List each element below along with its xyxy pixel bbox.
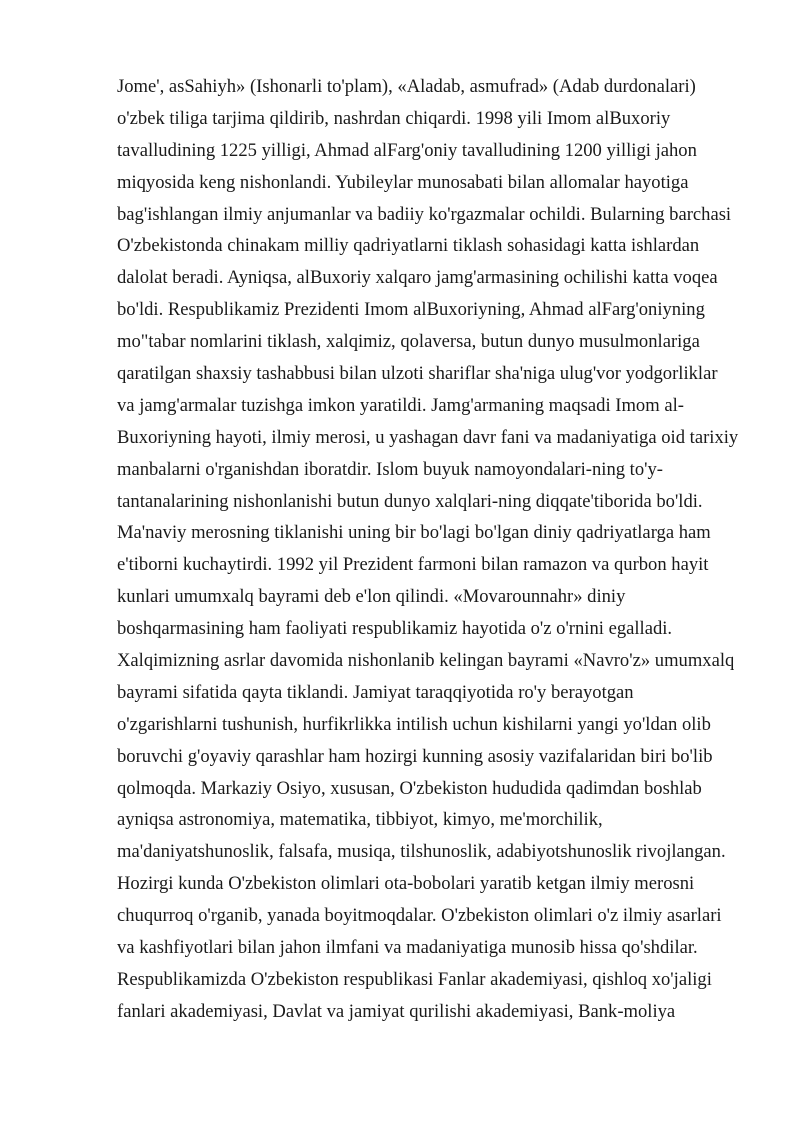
text-line: tavalludining 1225 yilligi, Ahmad alFarg'oniy tavalludining 1200 yilligi jahon [117,139,697,161]
text-line: qaratilgan shaxsiy tashabbusi bilan ulzoti shariflar sha'niga ulug'vor yodgorliklar [117,363,718,385]
text-line: boshqarmasining ham faoliyati respublikamiz hayotida o'z o'rnini egalladi. [117,618,673,640]
text-line: chuqurroq o'rganib, yanada boyitmoqdalar. O'zbekiston olimlari o'z ilmiy asarlari [117,905,722,927]
text-line: bayrami sifatida qayta tiklandi. Jamiyat taraqqiyotida ro'y berayotgan [117,681,634,703]
text-line: miqyosida keng nishonlandi. Yubileylar munosabati bilan allomalar hayotiga [117,171,689,193]
text-line: mo"tabar nomlarini tiklash, xalqimiz, qolaversa, butun dunyo musulmonlariga [117,331,700,353]
text-line: dalolat beradi. Ayniqsa, alBuxoriy xalqaro jamg'armasining ochilishi katta voqea [117,267,718,289]
text-line: qolmoqda. Markaziy Osiyo, xususan, O'zbekiston hududida qadimdan boshlab [117,777,702,799]
text-line: Hozirgi kunda O'zbekiston olimlari ota-bobolari yaratib ketgan ilmiy merosni [117,873,695,895]
text-line: boruvchi g'oyaviy qarashlar ham hozirgi kunning asosiy vazifalaridan biri bo'lib [117,745,713,767]
text-line: Buxoriyning hayoti, ilmiy merosi, u yashagan davr fani va madaniyatiga oid tarixiy [117,426,739,448]
text-line: manbalarni o'rganishdan iboratdir. Islom buyuk namoyondalari-ning to'y- [117,458,663,480]
text-line: bag'ishlangan ilmiy anjumanlar va badiiy ko'rgazmalar ochildi. Bularning barchasi [117,203,732,225]
text-line: ayniqsa astronomiya, matematika, tibbiyot, kimyo, me'morchilik, [117,809,603,831]
text-line: ma'daniyatshunoslik, falsafa, musiqa, tilshunoslik, adabiyotshunoslik rivojlangan. [117,841,726,863]
text-line: o'zgarishlarni tushunish, hurfikrlikka intilish uchun kishilarni yangi yo'ldan olib [117,713,711,735]
text-line: o'zbek tiliga tarjima qildirib, nashrdan chiqardi. 1998 yili Imom alBuxoriy [117,107,671,129]
text-line: va jamg'armalar tuzishga imkon yaratildi. Jamg'armaning maqsadi Imom al- [117,394,684,416]
text-line: O'zbekistonda chinakam milliy qadriyatlarni tiklash sohasidagi katta ishlardan [117,235,700,257]
body-text [117,71,757,1028]
text-line: Xalqimizning asrlar davomida nishonlanib kelingan bayrami «Navro'z» umumxalq [117,650,735,672]
text-line: fanlari akademiyasi, Davlat va jamiyat qurilishi akademiyasi, Bank-moliya [117,1000,676,1022]
text-line: Ma'naviy merosning tiklanishi uning bir bo'lagi bo'lgan diniy qadriyatlarga ham [117,522,711,544]
text-line: Jome', asSahiyh» (Ishonarli to'plam), «Aladab, asmufrad» (Adab durdonalari) [117,76,696,97]
text-line: kunlari umumxalq bayrami deb e'lon qilindi. «Movarounnahr» diniy [117,586,626,608]
text-line: Respublikamizda O'zbekiston respublikasi Fanlar akademiyasi, qishloq xo'jaligi [117,968,712,990]
text-line: tantanalarining nishonlanishi butun dunyo xalqlari-ning diqqate'tiborida bo'ldi. [117,490,703,512]
text-line: bo'ldi. Respublikamiz Prezidenti Imom alBuxoriyning, Ahmad alFarg'oniyning [117,299,705,321]
text-line: va kashfiyotlari bilan jahon ilmfani va madaniyatiga munosib hissa qo'shdilar. [117,937,698,959]
text-line: e'tiborni kuchaytirdi. 1992 yil Prezident farmoni bilan ramazon va qurbon hayit [117,554,709,576]
